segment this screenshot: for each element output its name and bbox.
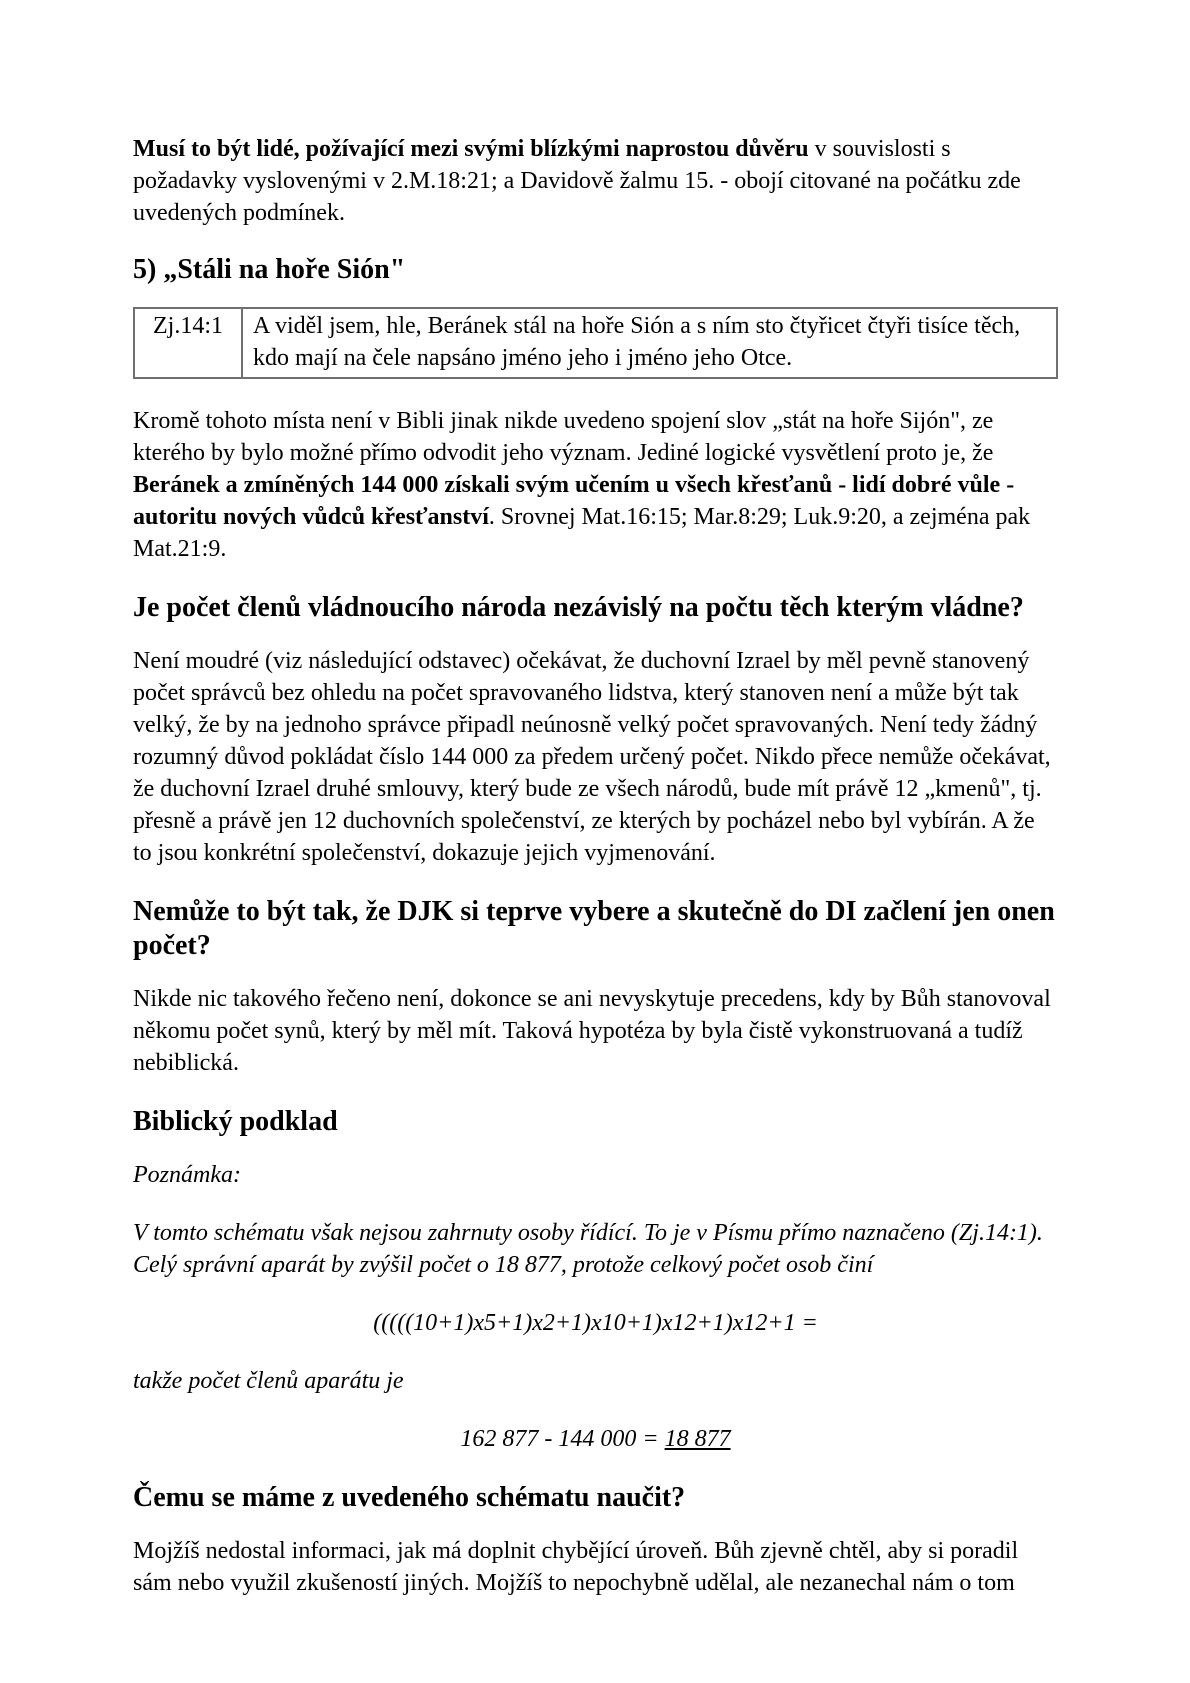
section-heading-stali-na-hore-sion: 5) „Stáli na hoře Sión" [133, 254, 406, 285]
intro-paragraph-text: v souvislosti s požadavky vyslovenými v 2.M.18:21; a Davidově žalmu 15. - obojí citované na počátku zde uvedených podmínek. [133, 136, 1021, 226]
verse-table [133, 307, 1058, 379]
verse-reference-cell: Zj.14:1 [134, 308, 242, 378]
poznamka-label: Poznámka: [133, 1162, 241, 1188]
verse-table-row [134, 308, 1057, 378]
poznamka-text: V tomto schématu však nejsou zahrnuty osoby řídící. To je v Písmu přímo naznačeno (Zj.14:1). Celý správní aparát by zvýšil počet o 18 877, protože celkový počet osob činí [133, 1220, 1043, 1278]
krome-paragraph-part3: . Srovnej Mat.16:15; Mar.8:29; Luk.9:20, a zejména pak Mat.21:9. [133, 504, 1031, 562]
formula-difference-result: 18 877 [664, 1426, 731, 1452]
mojzis-paragraph: Mojžíš nedostal informaci, jak má doplnit chybějící úroveň. Bůh zjevně chtěl, aby si poradil sám nebo využil zkušeností jiných. Mojžíš to nepochybně udělal, ale nezanechal nám o tom [133, 1538, 1019, 1596]
formula-difference-expression: 162 877 - 144 000 = [460, 1426, 665, 1452]
neni-moudre-paragraph: Není moudré (viz následující odstavec) očekávat, že duchovní Izrael by měl pevně stanovený počet správců bez ohledu na počet spravovaného lidstva, který stanoven není a může být tak velký, že by na jednoho správce připadl neúnosně velký počet spravovaných. Není tedy žádný rozumný důvod pokládat číslo 144 000 za předem určený počet. Nikdo přece nemůže očekávat, že duchovní Izrael druhé smlouvy, který bude ze všech národů, bude mít právě 12 „kmenů", tj. přesně a právě jen 12 duchovních společenství, ze kterých by pocházel nebo byl vybírán. A že to jsou konkrétní společenství, dokazuje jejich vyjmenování. [133, 648, 1051, 866]
takze-line: takže počet členů aparátu je [133, 1368, 404, 1394]
section-heading-biblicky-podklad: Biblický podklad [133, 1106, 338, 1137]
section-heading-pocet-clenu: Je počet členů vládnoucího národa nezávislý na počtu těch kterým vládne? [133, 592, 1024, 623]
formula-total-count: (((((10+1)x5+1)x2+1)x10+1)x12+1)x12+1 = [373, 1310, 818, 1336]
verse-text-cell: A viděl jsem, hle, Beránek stál na hoře Sión a s ním sto čtyřicet čtyři tisíce těch, kdo mají na čele napsáno jméno jeho i jméno jeho Otce. [242, 308, 1057, 378]
section-heading-nemuze-to-byt: Nemůže to být tak, že DJK si teprve vybere a skutečně do DI začlení jen onen počet? [133, 896, 1055, 961]
intro-paragraph-bold-leadin: Musí to být lidé, požívající mezi svými blízkými naprostou důvěru [133, 136, 809, 162]
krome-paragraph-part1: Kromě tohoto místa není v Bibli jinak nikde uvedeno spojení slov „stát na hoře Sijón", ze kterého by bylo možné přímo odvodit jeho význam. Jediné logické vysvětlení proto je, že [133, 408, 994, 466]
nikde-nic-paragraph: Nikde nic takového řečeno není, dokonce se ani nevyskytuje precedens, kdy by Bůh stanovoval někomu počet synů, který by měl mít. Taková hypotéza by byla čistě vykonstruovaná a tudíž nebiblická. [133, 986, 1051, 1076]
krome-paragraph [133, 405, 1058, 565]
intro-paragraph [133, 133, 1058, 229]
krome-paragraph-bold: Beránek a zmíněných 144 000 získali svým učením u všech křesťanů - lidí dobré vůle - autoritu nových vůdců křesťanství [133, 472, 1015, 530]
section-heading-cemu-se-mame-naucit: Čemu se máme z uvedeného schématu naučit? [133, 1482, 686, 1513]
formula-difference [133, 1423, 1058, 1455]
